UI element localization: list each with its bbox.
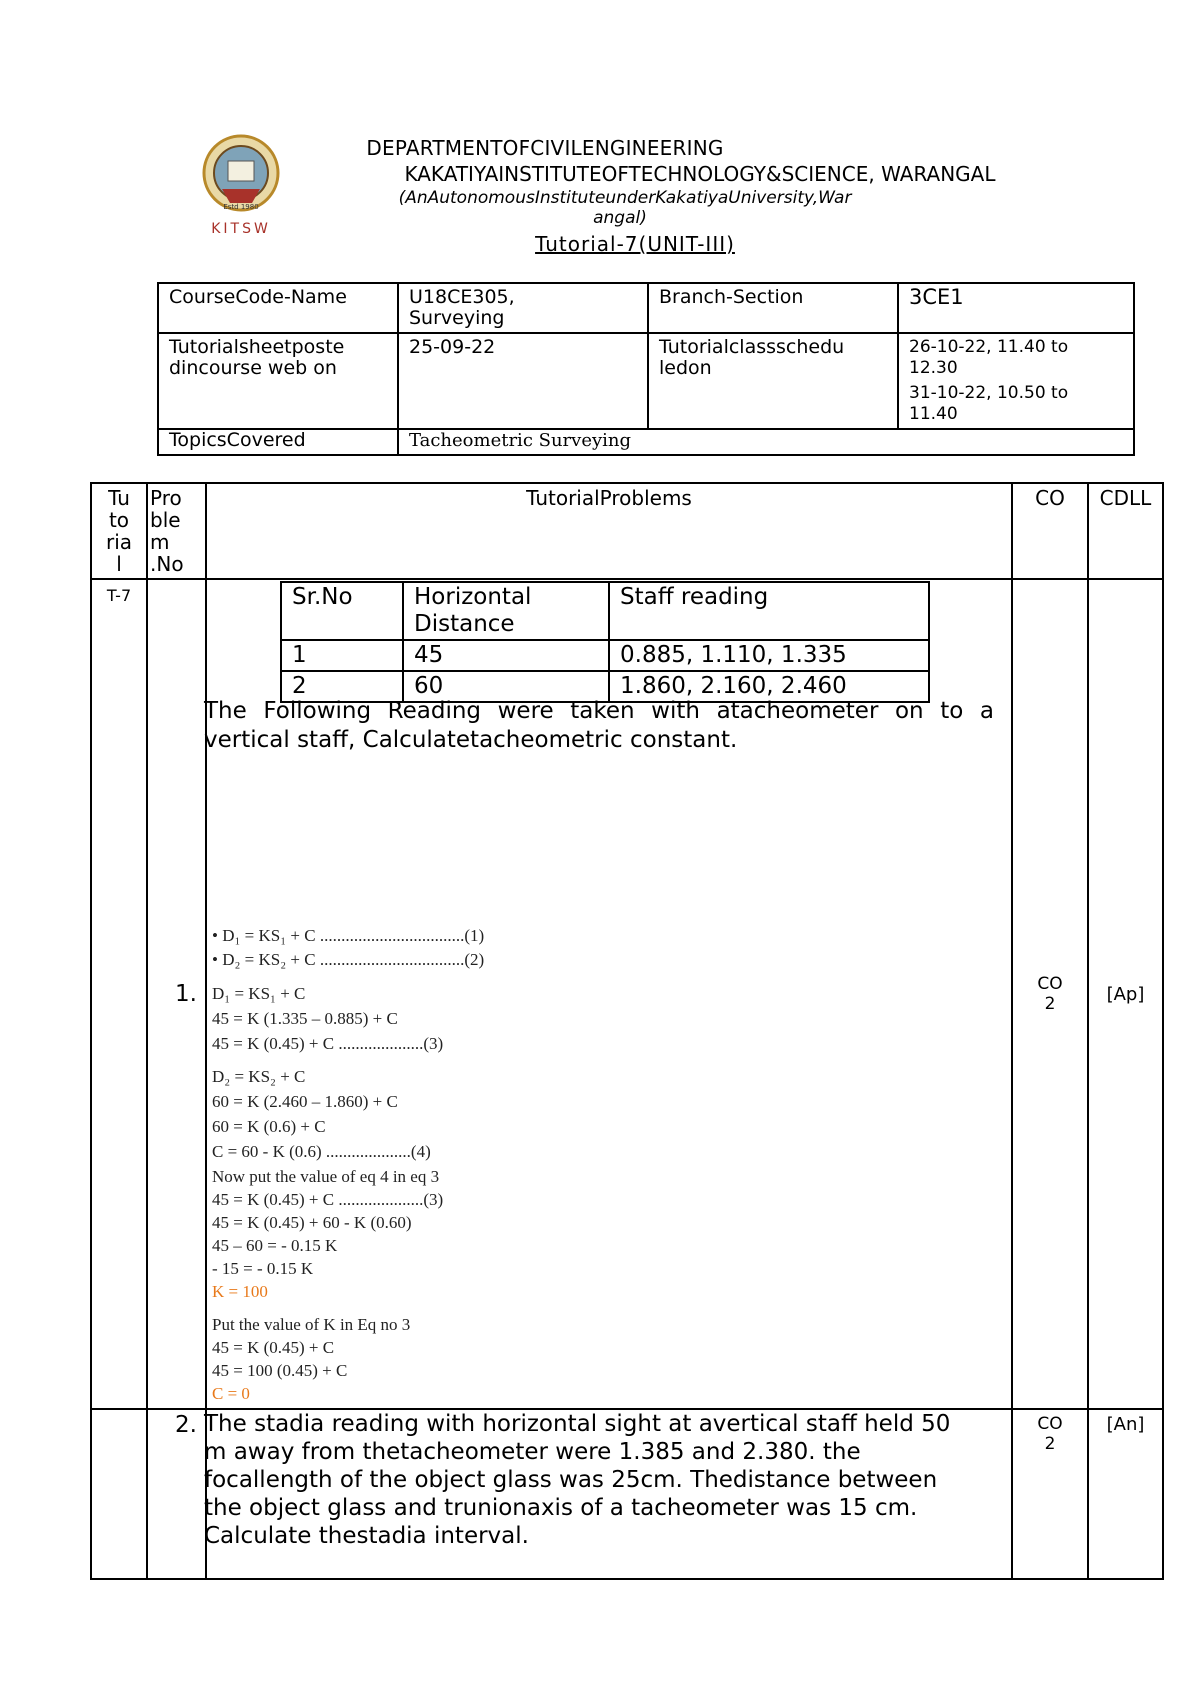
solution-line: 60 = K (0.6) + C (212, 1117, 326, 1136)
reading-sr: 1 (281, 640, 403, 671)
header-problem-no: Pro ble m .No (147, 483, 206, 579)
solution-line: D₁ = KS₁ + C (212, 984, 306, 1003)
header-cdll: CDLL (1088, 483, 1163, 579)
problem-2-number: 2. (147, 1409, 206, 1579)
header-tutorial: Tu to ria l (91, 483, 147, 579)
solution-line: 45 = K (0.45) + C (212, 1338, 335, 1357)
institute-name: KAKATIYAINSTITUTEOFTECHNOLOGY&SCIENCE, WARANGAL (404, 162, 996, 186)
course-info-table (157, 282, 1135, 456)
reading-header-staff: Staff reading (609, 582, 929, 640)
reading-sr: 2 (281, 671, 403, 702)
topics-label: TopicsCovered (158, 429, 398, 455)
problem-1-co: CO 2 (1012, 579, 1088, 1409)
branch-value: 3CE1 (898, 283, 1134, 333)
solution-line: 45 = K (1.335 – 0.885) + C (212, 1009, 398, 1028)
header-co: CO (1012, 483, 1088, 579)
problem-2-co: CO 2 (1012, 1409, 1088, 1579)
reading-staff: 1.860, 2.160, 2.460 (609, 671, 929, 702)
autonomous-line-2: angal) (593, 208, 647, 228)
reading-staff: 0.885, 1.110, 1.335 (609, 640, 929, 671)
problem-2-text: The stadia reading with horizontal sight at avertical staff held 50 m away from thetacheometer were 1.385 and 2.380. the focallength of the object glass was 25cm. Thedistance between the object glass and trunionaxis of a tacheometer was 15 cm. Calculate thestadia interval. (204, 1411, 951, 1549)
header-tutorial-problems: TutorialProblems (206, 483, 1012, 579)
tutorial-number: T-7 (91, 579, 147, 1409)
problem-1-cdll: [Ap] (1088, 579, 1163, 1409)
schedule-value: 26-10-22, 11.40 to 12.30 31-10-22, 10.50 to 11.40 (898, 333, 1134, 429)
tutorial-title: Tutorial-7(UNIT-III) (535, 232, 735, 256)
branch-label: Branch-Section (648, 283, 898, 333)
staff-reading-table (280, 581, 930, 703)
institute-logo (200, 133, 282, 241)
logo-text: KITSW (211, 221, 271, 237)
posted-value: 25-09-22 (398, 333, 648, 429)
course-value: U18CE305, Surveying (398, 283, 648, 333)
solution-line: 45 = K (0.45) + 60 - K (0.60) (212, 1213, 412, 1232)
solution-line: - 15 = - 0.15 K (212, 1259, 314, 1278)
reading-header-srno: Sr.No (281, 582, 403, 640)
problem-2-cdll: [An] (1088, 1409, 1163, 1579)
reading-distance: 45 (403, 640, 609, 671)
solution-line: • D₁ = KS₁ + C ..................................(1) (212, 926, 484, 946)
solution-line: 45 = K (0.45) + C ....................(3) (212, 1190, 444, 1209)
course-label: CourseCode-Name (158, 283, 398, 333)
autonomous-line-1: (AnAutonomousInstituteunderKakatiyaUniversity,War (398, 188, 852, 208)
solution-line: Now put the value of eq 4 in eq 3 (212, 1167, 440, 1186)
solution-answer: C = 0 (212, 1384, 250, 1403)
solution-line: • D₂ = KS₂ + C ..................................(2) (212, 950, 484, 970)
problem-1-text-line-2: vertical staff, Calculatetacheometric constant. (204, 727, 738, 753)
problem-1-number: 1. (147, 579, 206, 1409)
department-name: DEPARTMENTOFCIVILENGINEERING (366, 136, 724, 160)
solution-line: 45 – 60 = - 0.15 K (212, 1236, 338, 1255)
solution-line: Put the value of K in Eq no 3 (212, 1315, 411, 1334)
solution-line: 60 = K (2.460 – 1.860) + C (212, 1092, 398, 1111)
logo-year: Estd 1980 (223, 203, 259, 211)
solution-line: 45 = K (0.45) + C ....................(3) (212, 1034, 444, 1053)
scheduled-label: Tutorialclassschedu ledon (648, 333, 898, 429)
topics-value: Tacheometric Surveying (398, 429, 1134, 455)
empty-tutorial-cell (91, 1409, 147, 1579)
problem-1-text-line-1: The Following Reading were taken with atacheometer on to a (204, 698, 994, 724)
solution-line: D₂ = KS₂ + C (212, 1067, 306, 1086)
reading-row (281, 640, 929, 671)
solution-line: C = 60 - K (0.6) ....................(4) (212, 1142, 431, 1161)
solution-line: 45 = 100 (0.45) + C (212, 1361, 348, 1380)
reading-distance: 60 (403, 671, 609, 702)
solution-answer: K = 100 (212, 1282, 268, 1301)
posted-label: Tutorialsheetposte dincourse web on (158, 333, 398, 429)
reading-header-distance: Horizontal Distance (403, 582, 609, 640)
